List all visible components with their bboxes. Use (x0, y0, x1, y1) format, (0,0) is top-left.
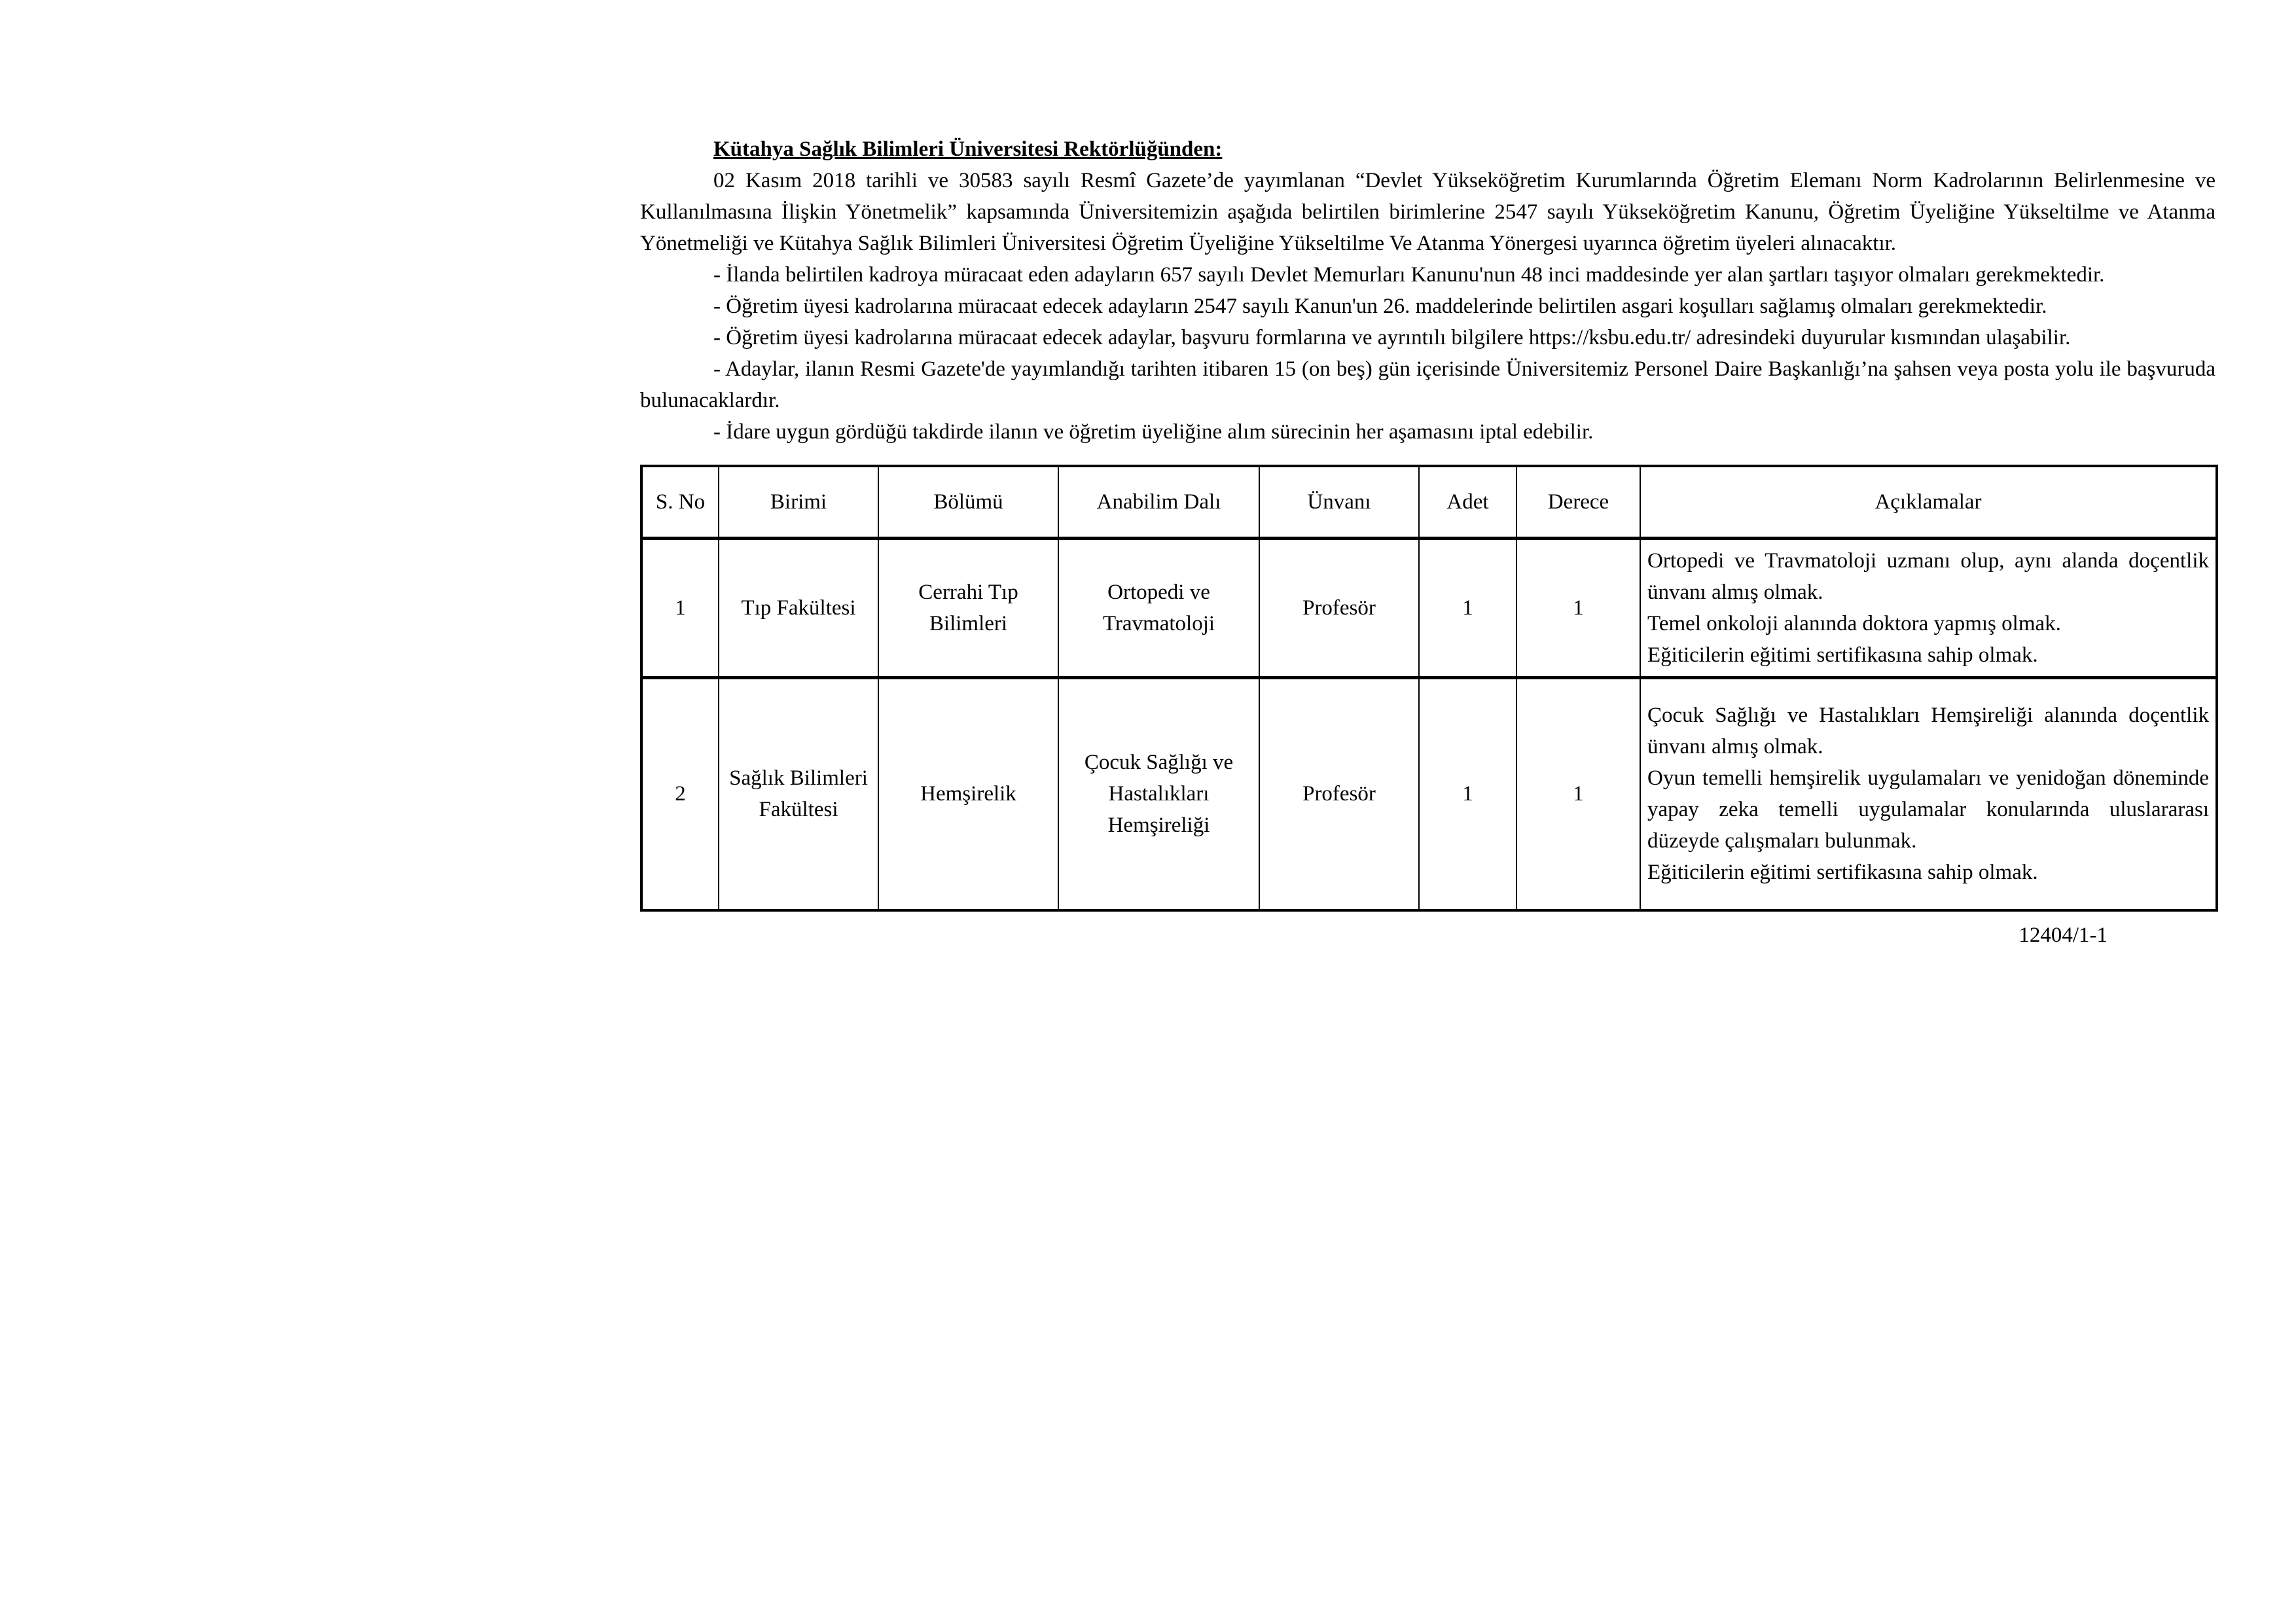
header-unvani: Ünvanı (1259, 466, 1419, 538)
bullet-paragraph-4: - Adaylar, ilanın Resmi Gazete'de yayımlandığı tarihten itibaren 15 (on beş) gün içerisinde Üniversitemiz Personel Daire Başkanlığı’na şahsen veya posta yolu ile başvuruda bulunacaklardır. (640, 357, 2215, 412)
cell-derece: 1 (1516, 538, 1640, 677)
aciklama-line: Temel onkoloji alanında doktora yapmış olmak. (1647, 611, 2061, 635)
cell-aciklamalar (1640, 538, 2217, 677)
cell-bolumu: Hemşirelik (878, 677, 1058, 910)
bullet-paragraph-1: - İlanda belirtilen kadroya müracaat eden adayların 657 sayılı Devlet Memurları Kanunu'nun 48 inci maddesinde yer alan şartları taşıyor olmaları gerekmektedir. (713, 263, 2105, 287)
header-bolumu: Bölümü (878, 466, 1058, 538)
table-row (641, 677, 2217, 910)
cell-derece: 1 (1516, 677, 1640, 910)
cell-aciklamalar (1640, 677, 2217, 910)
aciklama-line: Eğiticilerin eğitimi sertifikasına sahip olmak. (1647, 861, 2038, 885)
gazette-reference-number: 12404/1-1 (2018, 923, 2108, 947)
aciklama-line: Oyun temelli hemşirelik uygulamaları ve yenidoğan döneminde yapay zeka temelli uygulamalar konularında uluslararası düzeyde çalışmaları bulunmak. (1647, 766, 2209, 853)
cell-birimi: Sağlık Bilimleri Fakültesi (719, 677, 878, 910)
cell-anabilim-dali: Ortopedi ve Travmatoloji (1058, 538, 1259, 677)
bullet-paragraph-3: - Öğretim üyesi kadrolarına müracaat edecek adaylar, başvuru formlarına ve ayrıntılı bilgilere https://ksbu.edu.tr/ adresindeki duyurular kısmından ulaşabilir. (713, 326, 2071, 349)
cell-birimi: Tıp Fakültesi (719, 538, 878, 677)
cell-s-no: 2 (641, 677, 719, 910)
header-derece: Derece (1516, 466, 1640, 538)
cell-s-no: 1 (641, 538, 719, 677)
table-row (641, 538, 2217, 677)
cell-unvani: Profesör (1259, 538, 1419, 677)
cell-adet: 1 (1419, 538, 1516, 677)
cell-unvani: Profesör (1259, 677, 1419, 910)
header-s-no: S. No (641, 466, 719, 538)
header-adet: Adet (1419, 466, 1516, 538)
cell-bolumu: Cerrahi Tıp Bilimleri (878, 538, 1058, 677)
aciklama-line: Çocuk Sağlığı ve Hastalıkları Hemşireliği alanında doçentlik ünvanı almış olmak. (1647, 704, 2209, 759)
aciklama-line: Eğiticilerin eğitimi sertifikasına sahip olmak. (1647, 643, 2038, 667)
document-content (640, 134, 2215, 951)
header-anabilim-dali: Anabilim Dalı (1058, 466, 1259, 538)
aciklama-line: Ortopedi ve Travmatoloji uzmanı olup, aynı alanda doçentlik ünvanı almış olmak. (1647, 548, 2209, 604)
page-title: Kütahya Sağlık Bilimleri Üniversitesi Rektörlüğünden: (713, 137, 1223, 161)
intro-paragraph: 02 Kasım 2018 tarihli ve 30583 sayılı Resmî Gazete’de yayımlanan “Devlet Yükseköğretim Kurumlarında Öğretim Elemanı Norm Kadrolarının Belirlenmesine ve Kullanılmasına İlişkin Yönetmelik” kapsamında Üniversitemizin aşağıda belirtilen birimlerine 2547 sayılı Yükseköğretim Kanunu, Öğretim Üyeliğine Yükseltilme ve Atanma Yönetmeliği ve Kütahya Sağlık Bilimleri Üniversitesi Öğretim Üyeliğine Yükseltilme Ve Atanma Yönergesi uyarınca öğretim üyeleri alınacaktır. (640, 169, 2215, 255)
cell-adet: 1 (1419, 677, 1516, 910)
bullet-paragraph-5: - İdare uygun gördüğü takdirde ilanın ve öğretim üyeliğine alım sürecinin her aşamasını iptal edebilir. (713, 420, 1594, 444)
cell-anabilim-dali: Çocuk Sağlığı ve Hastalıkları Hemşireliği (1058, 677, 1259, 910)
bullet-paragraph-2: - Öğretim üyesi kadrolarına müracaat edecek adayların 2547 sayılı Kanun'un 26. maddelerinde belirtilen asgari koşulları sağlamış olmaları gerekmektedir. (713, 294, 2047, 318)
header-birimi: Birimi (719, 466, 878, 538)
table-header-row (641, 466, 2217, 538)
position-table (640, 465, 2218, 912)
header-aciklamalar: Açıklamalar (1640, 466, 2217, 538)
